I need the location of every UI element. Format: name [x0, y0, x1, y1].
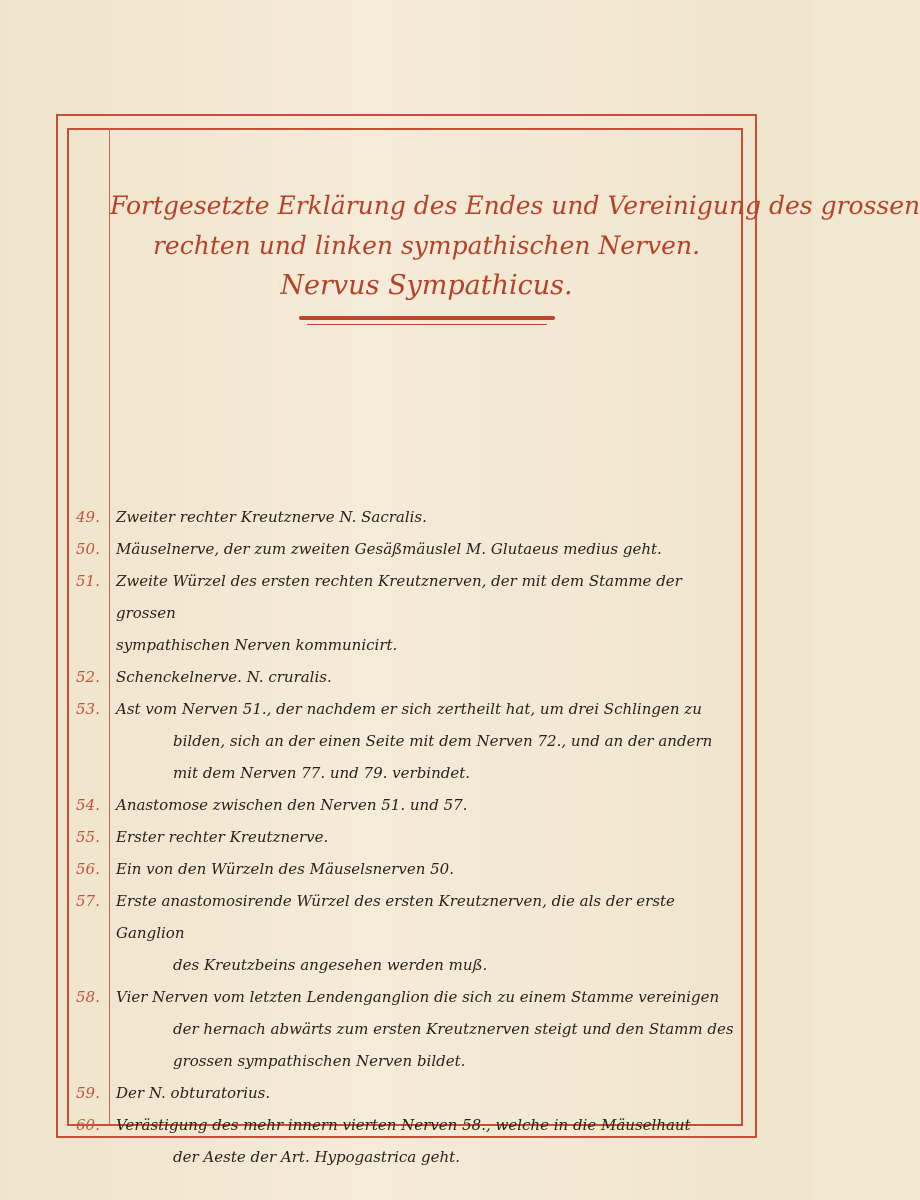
entry-line: Ast vom Nerven 51., der nachdem er sich zertheilt hat, um drei Schlingen zu — [116, 700, 702, 718]
entry-59 — [0, 1077, 813, 1109]
entry-text — [116, 981, 736, 1077]
entry-number: 55. — [76, 828, 100, 846]
entry-line: der hernach abwärts zum ersten Kreutznerven steigt und den Stamm des — [173, 1020, 734, 1038]
entry-line: Erste anastomosirende Würzel des ersten Kreutznerven, die als der erste Ganglion — [116, 892, 675, 942]
entry-line: Vier Nerven vom letzten Lendenganglion die sich zu einem Stamme vereinigen — [116, 988, 720, 1006]
entry-56 — [0, 853, 813, 885]
entry-line: Zweiter rechter Kreutznerve N. Sacralis. — [116, 508, 427, 526]
entry-number: 54. — [76, 796, 100, 814]
entry-58 — [0, 981, 813, 1077]
title-line-1: Fortgesetzte Erklärung des Endes und Vereinigung des grossen — [110, 191, 920, 220]
entry-60 — [0, 1109, 813, 1173]
entry-54 — [0, 789, 813, 821]
entry-text — [116, 853, 736, 885]
title-underline-thin — [307, 324, 547, 325]
entry-line: grossen sympathischen Nerven bildet. — [173, 1052, 466, 1070]
entry-line: sympathischen Nerven kommunicirt. — [116, 636, 398, 654]
entry-number: 58. — [76, 988, 100, 1006]
entry-number: 50. — [76, 540, 100, 558]
entry-53 — [0, 693, 813, 789]
entry-number: 56. — [76, 860, 100, 878]
entry-line: des Kreutzbeins angesehen werden muß. — [173, 956, 488, 974]
entry-text — [116, 1109, 736, 1173]
entry-text — [116, 661, 736, 693]
entry-line: mit dem Nerven 77. und 79. verbindet. — [173, 764, 471, 782]
title-underline — [299, 316, 555, 320]
entry-number: 51. — [76, 572, 100, 590]
title-block — [110, 150, 920, 325]
entry-line: der Aeste der Art. Hypogastrica geht. — [173, 1148, 460, 1166]
entry-number: 52. — [76, 668, 100, 686]
entry-text — [116, 885, 736, 981]
entry-line: Der N. obturatorius. — [116, 1084, 271, 1102]
entry-49 — [0, 501, 813, 533]
entry-line: Verästigung des mehr innern vierten Nerven 58., welche in die Mäuselhaut — [116, 1116, 691, 1134]
entry-text — [116, 693, 736, 789]
entry-line: Ein von den Würzeln des Mäuselsnerven 50. — [116, 860, 454, 878]
entry-number: 57. — [76, 892, 100, 910]
entry-line: Schenckelnerve. N. cruralis. — [116, 668, 332, 686]
entry-number: 59. — [76, 1084, 100, 1102]
entry-number: 53. — [76, 700, 100, 718]
title-line-2: rechten und linken sympathischen Nerven. — [152, 231, 701, 260]
entry-text — [116, 501, 736, 533]
entry-55 — [0, 821, 813, 853]
entry-52 — [0, 661, 813, 693]
entry-number: 60. — [76, 1116, 100, 1134]
entry-text — [116, 1077, 736, 1109]
entry-57 — [0, 885, 813, 981]
title-line-3: Nervus Sympathicus. — [280, 270, 573, 301]
entry-number: 49. — [76, 508, 100, 526]
entry-line: Anastomose zwischen den Nerven 51. und 57. — [116, 796, 468, 814]
entry-text — [116, 533, 736, 565]
entry-text — [116, 821, 736, 853]
entry-line: Zweite Würzel des ersten rechten Kreutznerven, der mit dem Stamme der grossen — [116, 572, 682, 622]
entry-text — [116, 789, 736, 821]
entries-list — [0, 501, 813, 1173]
entry-line: Erster rechter Kreutznerve. — [116, 828, 329, 846]
entry-text — [116, 565, 736, 661]
entry-51 — [0, 565, 813, 661]
entry-line: bilden, sich an der einen Seite mit dem Nerven 72., und an der andern — [173, 732, 713, 750]
entry-line: Mäuselnerve, der zum zweiten Gesäßmäuslel M. Glutaeus medius geht. — [116, 540, 662, 558]
entry-50 — [0, 533, 813, 565]
